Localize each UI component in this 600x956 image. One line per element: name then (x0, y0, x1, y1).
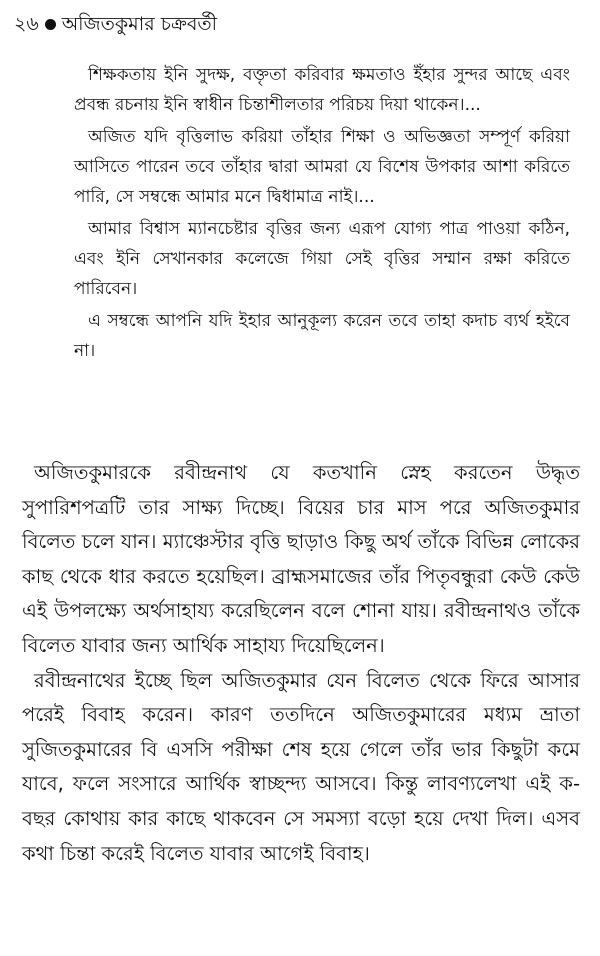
page-header (14, 10, 217, 38)
page-number: ২৬ (14, 13, 39, 35)
bullet-separator-icon (45, 19, 56, 30)
quote-paragraph-3: আমার বিশ্বাস ম্যানচেষ্টার বৃত্তির জন্য এরূপ যোগ্য পাত্র পাওয়া কঠিন, এবং ইনি সেখানকার কলেজে গিয়া সেই বৃত্তির সম্মান রক্ষা করিতে পারিবেন। (74, 219, 570, 299)
quote-paragraph-2: অজিত যদি বৃত্তিলাভ করিয়া তাঁহার শিক্ষা ও অভিজ্ঞতা সম্পূর্ণ করিয়া আসিতে পারেন তবে তাঁহার দ্বারা আমরা যে বিশেষ উপকার আশা করিতে পারি, সে সম্বন্ধে আমার মনে দ্বিধামাত্র নাই।... (74, 127, 570, 207)
quote-paragraph-4: এ সম্বন্ধে আপনি যদি ইহার আনুকূল্য করেন তবে তাহা কদাচ ব্যর্থ হইবে না। (74, 311, 570, 361)
running-title: অজিতকুমার চক্রবর্তী (61, 13, 218, 35)
body-text (22, 456, 580, 871)
body-paragraph-1: অজিতকুমারকে রবীন্দ্রনাথ যে কতখানি স্নেহ করতেন উদ্ধৃত সুপারিশপত্রটি তার সাক্ষ্য দিচ্ছে। বিয়ের চার মাস পরে অজিতকুমার বিলেত চলে যান। ম্যাঞ্চেস্টার বৃত্তি ছাড়াও কিছু অর্থ তাঁকে বিভিন্ন লোকের কাছ থেকে ধার করতে হয়েছিল। ব্রাহ্মসমাজের তাঁর পিতৃবন্ধুরা কেউ কেউ এই উপলক্ষ্যে অর্থসাহায্য করেছিলেন বলে শোনা যায়। রবীন্দ্রনাথও তাঁকে বিলেত যাবার জন্য আর্থিক সাহায্য দিয়েছিলেন। (22, 461, 580, 657)
body-paragraph-2: রবীন্দ্রনাথের ইচ্ছে ছিল অজিতকুমার যেন বিলেত থেকে ফিরে আসার পরেই বিবাহ করেন। কারণ ততদিনে অজিতকুমারের মধ্যম ভ্রাতা সুজিতকুমারের বি এসসি পরীক্ষা শেষ হয়ে গেলে তাঁর ভার কিছুটা কমে যাবে, ফলে সংসারে আর্থিক স্বাচ্ছন্দ্য আসবে। কিন্তু লাবণ্যলেখা এই ক-বছর কোথায় কার কাছে থাকবেন সে সমস্যা বড়ো হয়ে দেখা দিল। এসব কথা চিন্তা করেই বিলেত যাবার আগেই বিবাহ। (22, 668, 580, 865)
quoted-letter (74, 60, 570, 366)
quote-paragraph-1: শিক্ষকতায় ইনি সুদক্ষ, বক্তৃতা করিবার ক্ষমতাও ইঁহার সুন্দর আছে এবং প্রবন্ধ রচনায় ইনি স্বাধীন চিন্তাশীলতার পরিচয় দিয়া থাকেন।... (74, 65, 570, 115)
